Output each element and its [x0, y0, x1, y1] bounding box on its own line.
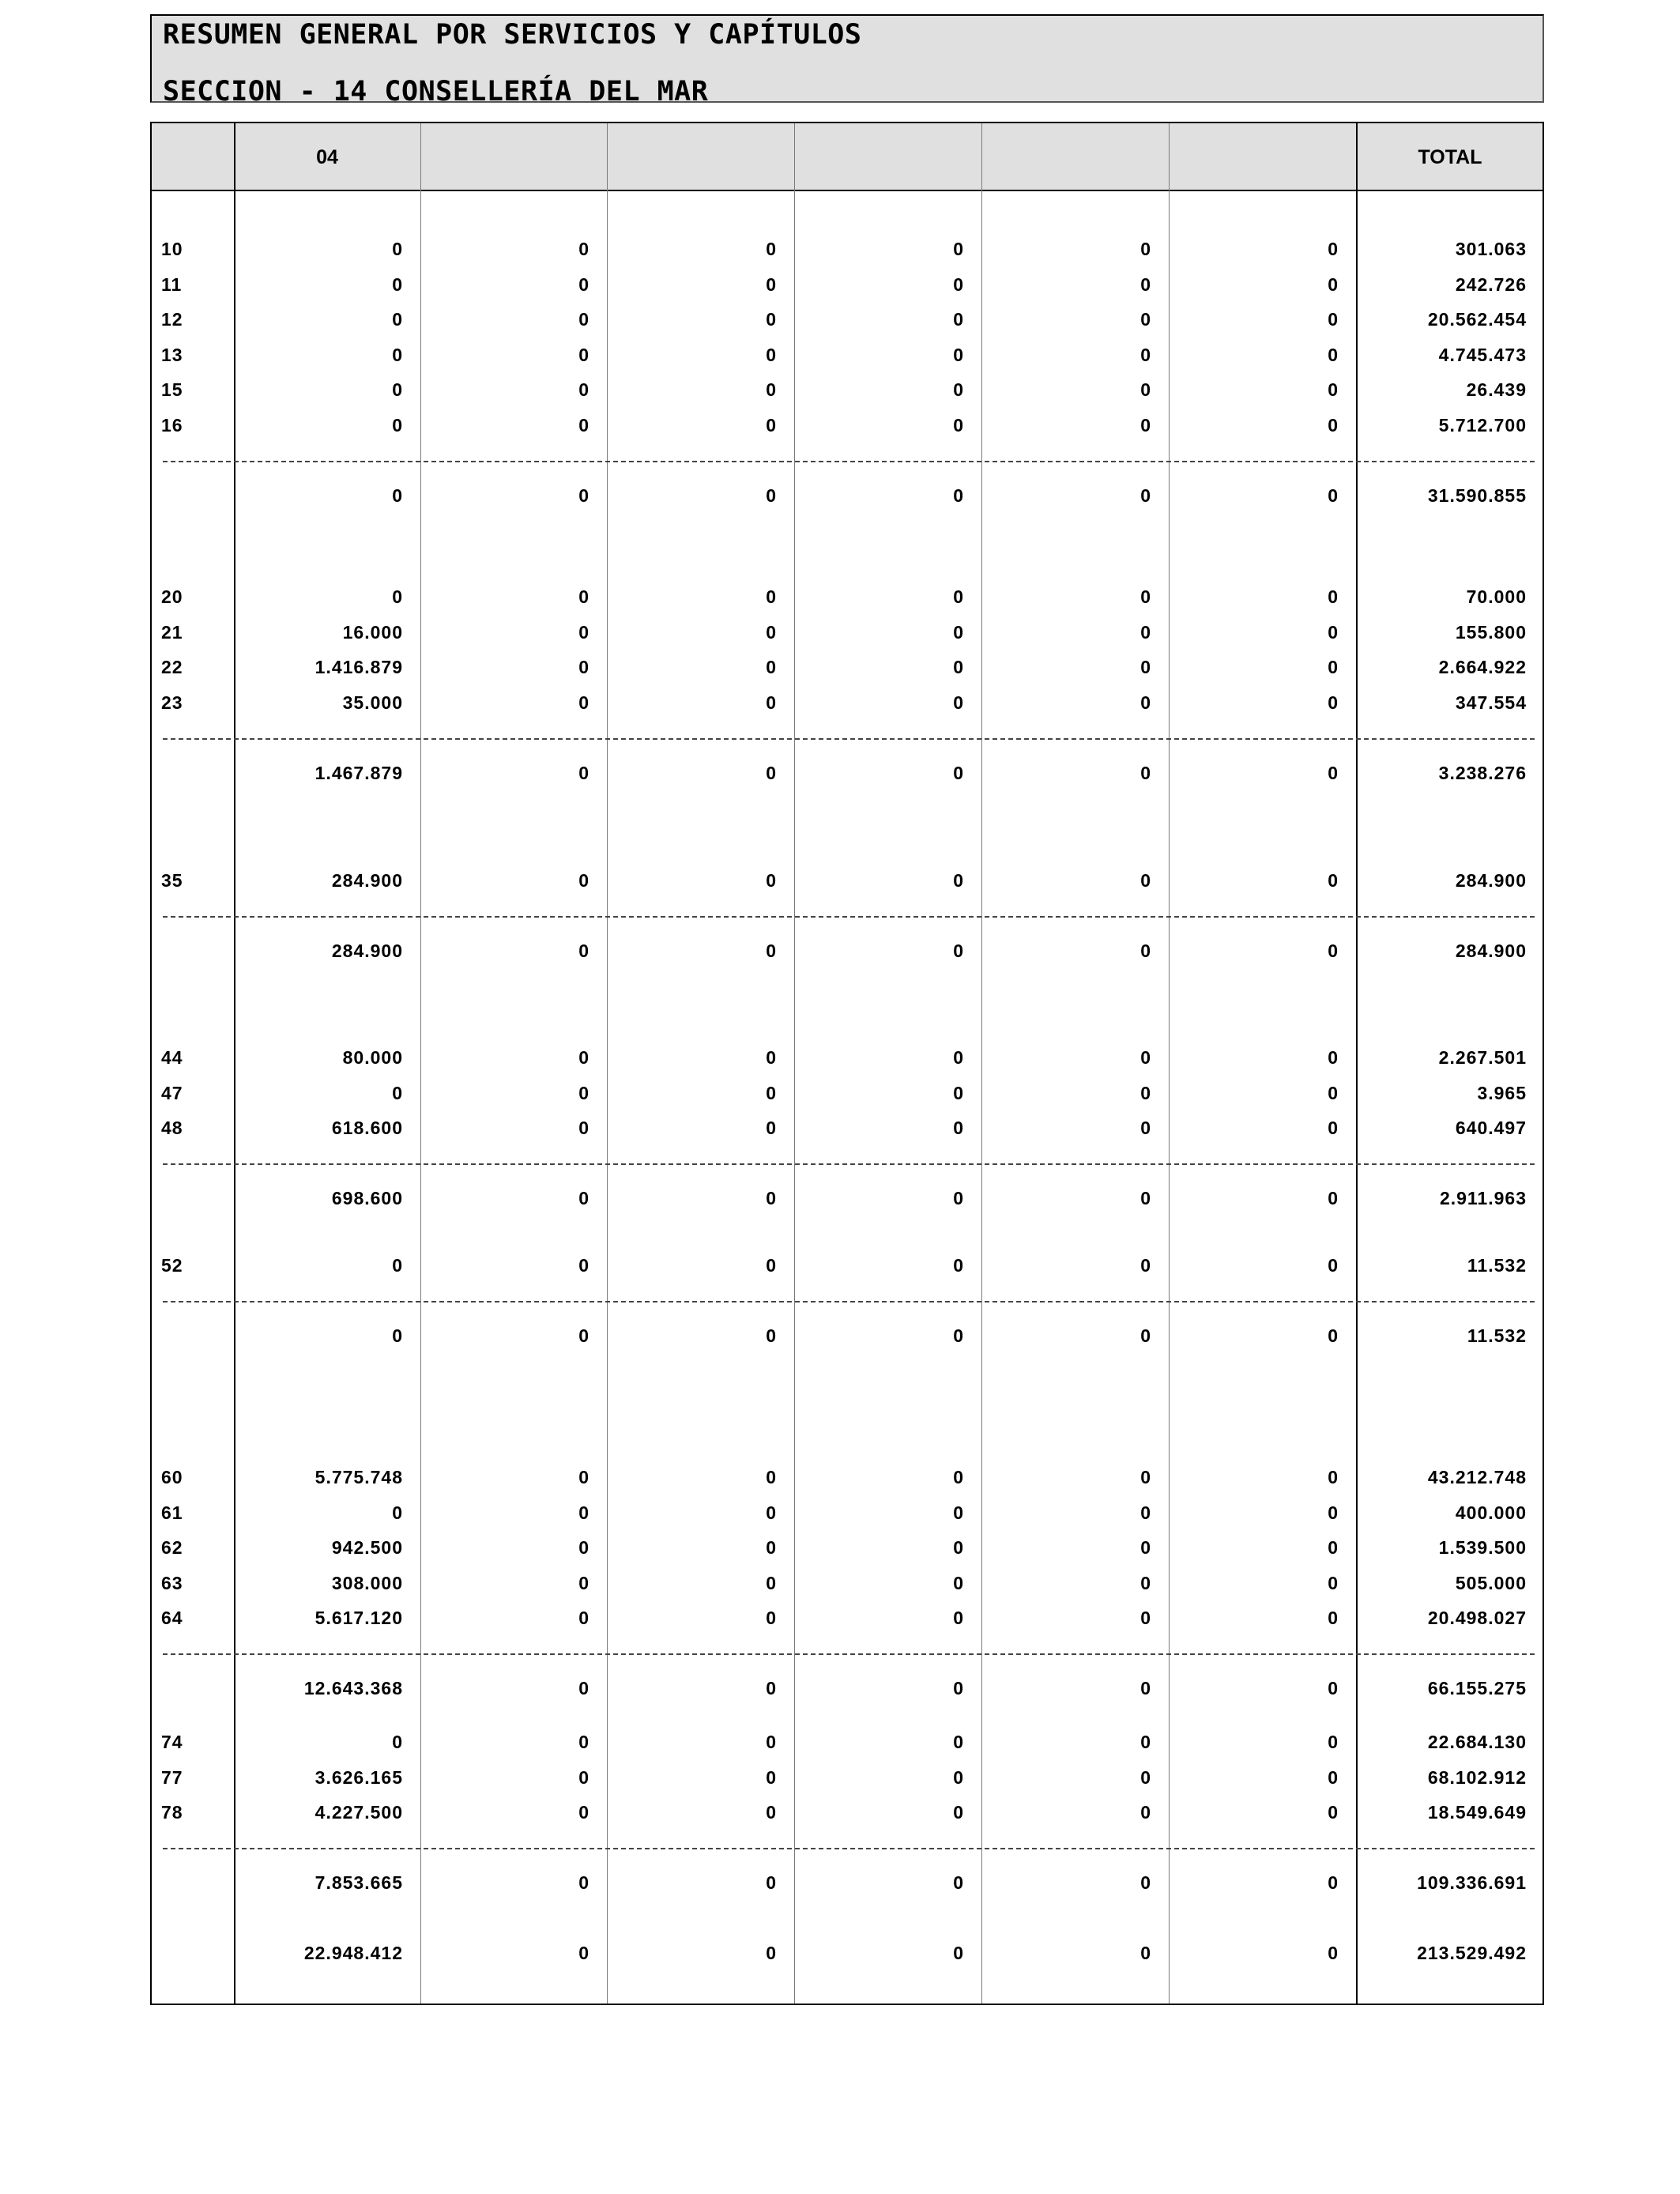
row-value: 0: [766, 239, 777, 259]
row-value: 0: [578, 870, 590, 891]
row-value: 0: [953, 1467, 964, 1487]
row-value: 0: [1140, 239, 1151, 259]
row-value: 0: [1328, 1537, 1339, 1559]
row-value: 0: [1328, 621, 1339, 643]
row-value: 0: [1140, 1467, 1151, 1487]
subtotal-value: 0: [766, 1325, 777, 1346]
grand-total: 213.529.492: [1417, 1943, 1527, 1963]
row-code: 13: [161, 344, 183, 365]
row-value: 0: [953, 1572, 964, 1593]
row-value: 0: [953, 309, 964, 330]
subtotal-value: 12.643.368: [303, 1678, 403, 1699]
row-code: 60: [161, 1467, 183, 1487]
row-code: 35: [161, 870, 183, 891]
subtotal-total: 11.532: [1467, 1325, 1527, 1346]
row-code: 44: [161, 1047, 183, 1068]
grand-total-value: 22.948.412: [303, 1943, 403, 1963]
row-value: 0: [1140, 309, 1151, 330]
subtotal-value: 0: [578, 762, 590, 783]
row-value: 35.000: [342, 692, 403, 713]
budget-table: [150, 122, 1544, 2005]
row-value: 0: [1140, 621, 1151, 643]
row-value: 0: [578, 1572, 590, 1593]
row-value: 0: [953, 239, 964, 259]
row-value: 0: [1140, 692, 1151, 713]
row-value: 0: [953, 1082, 964, 1103]
subtotal-total: 3.238.276: [1438, 762, 1527, 783]
row-code: 20: [161, 586, 183, 607]
row-value: 0: [578, 309, 590, 330]
row-value: 0: [766, 1502, 777, 1523]
row-value: 618.600: [331, 1118, 403, 1139]
row-value: 0: [953, 273, 964, 295]
row-total: 1.539.500: [1438, 1537, 1527, 1559]
row-value: 0: [766, 273, 777, 295]
row-code: 12: [161, 309, 183, 330]
column-header: [1169, 123, 1356, 191]
row-value: 0: [578, 1467, 590, 1487]
row-value: 0: [1140, 1047, 1151, 1068]
subtotal-value: 1.467.879: [315, 762, 403, 783]
row-value: 0: [1328, 309, 1339, 330]
subtotal-value: 0: [1140, 1872, 1151, 1894]
row-value: 0: [1140, 1082, 1151, 1103]
row-value: 0: [1328, 1732, 1339, 1752]
row-value: 80.000: [342, 1047, 403, 1068]
row-value: 0: [766, 379, 777, 401]
row-value: 0: [953, 1766, 964, 1788]
row-value: 0: [578, 379, 590, 401]
subtotal-value: 0: [953, 485, 964, 506]
row-value: 0: [766, 586, 777, 607]
row-value: 0: [1328, 1502, 1339, 1523]
row-value: 0: [766, 870, 777, 891]
row-value: 0: [1140, 1118, 1151, 1139]
row-value: 0: [953, 1502, 964, 1523]
subtotal-separator: [163, 461, 1535, 462]
grand-total-value: 0: [953, 1943, 964, 1963]
row-value: 0: [766, 309, 777, 330]
row-value: 16.000: [342, 621, 403, 643]
row-value: 0: [1328, 1118, 1339, 1139]
row-value: 0: [953, 344, 964, 365]
row-value: 0: [766, 344, 777, 365]
grand-total-value: 0: [578, 1943, 590, 1963]
grand-total-value: 0: [1328, 1943, 1339, 1963]
subtotal-value: 7.853.665: [315, 1872, 403, 1894]
row-value: 0: [1140, 379, 1151, 401]
subtotal-value: 0: [392, 1325, 403, 1346]
row-code: 10: [161, 239, 183, 259]
subtotal-value: 0: [1328, 762, 1339, 783]
subtotal-value: 0: [953, 1325, 964, 1346]
subtotal-value: 0: [953, 1188, 964, 1209]
subtotal-value: 0: [766, 941, 777, 961]
row-value: 0: [766, 1572, 777, 1593]
subtotal-value: 698.600: [331, 1188, 403, 1209]
row-value: 0: [953, 415, 964, 435]
row-value: 0: [953, 1118, 964, 1139]
row-code: 63: [161, 1572, 183, 1593]
row-code: 48: [161, 1118, 183, 1139]
row-value: 0: [578, 344, 590, 365]
row-value: 0: [578, 1255, 590, 1276]
row-code: 78: [161, 1802, 183, 1823]
row-value: 0: [392, 379, 403, 401]
row-value: 0: [578, 1732, 590, 1752]
row-total: 505.000: [1455, 1572, 1527, 1593]
row-value: 0: [392, 1732, 403, 1752]
row-code: 64: [161, 1608, 183, 1629]
row-value: 0: [953, 692, 964, 713]
row-code: 47: [161, 1082, 183, 1103]
subtotal-separator: [163, 738, 1535, 740]
row-value: 0: [578, 692, 590, 713]
subtotal-total: 109.336.691: [1417, 1872, 1527, 1894]
row-total: 2.267.501: [1438, 1047, 1527, 1068]
subtotal-value: 0: [766, 762, 777, 783]
row-code: 22: [161, 657, 183, 678]
row-value: 942.500: [331, 1537, 403, 1559]
row-total: 20.498.027: [1427, 1608, 1527, 1629]
row-total: 70.000: [1466, 586, 1527, 607]
row-value: 0: [766, 1732, 777, 1752]
subtotal-total: 284.900: [1455, 941, 1527, 961]
row-value: 0: [578, 415, 590, 435]
row-total: 284.900: [1455, 870, 1527, 891]
row-value: 0: [1328, 692, 1339, 713]
subtotal-total: 31.590.855: [1427, 485, 1527, 506]
subtotal-value: 0: [1328, 941, 1339, 961]
subtotal-value: 0: [1328, 1325, 1339, 1346]
row-value: 0: [953, 1537, 964, 1559]
row-total: 68.102.912: [1427, 1766, 1527, 1788]
row-total: 18.549.649: [1427, 1802, 1527, 1823]
row-value: 0: [1328, 1608, 1339, 1629]
subtotal-separator: [163, 1653, 1535, 1655]
row-value: 1.416.879: [315, 657, 403, 678]
row-code: 16: [161, 415, 183, 435]
report-title: RESUMEN GENERAL POR SERVICIOS Y CAPÍTULOS: [163, 19, 862, 51]
row-total: 5.712.700: [1438, 415, 1527, 435]
row-value: 0: [578, 1608, 590, 1629]
row-value: 0: [1140, 1802, 1151, 1823]
row-value: 0: [953, 1732, 964, 1752]
row-value: 0: [953, 1255, 964, 1276]
row-value: 0: [1328, 870, 1339, 891]
row-value: 0: [1328, 344, 1339, 365]
row-value: 0: [1328, 379, 1339, 401]
row-value: 0: [1328, 1047, 1339, 1068]
row-value: 0: [578, 1118, 590, 1139]
row-total: 4.745.473: [1438, 344, 1527, 365]
row-total: 22.684.130: [1427, 1732, 1527, 1752]
subtotal-value: 0: [953, 762, 964, 783]
row-value: 0: [953, 1802, 964, 1823]
row-value: 0: [578, 1047, 590, 1068]
row-value: 0: [766, 1255, 777, 1276]
subtotal-value: 0: [1328, 1188, 1339, 1209]
row-value: 0: [578, 1502, 590, 1523]
row-value: 0: [1328, 586, 1339, 607]
row-value: 0: [1328, 1802, 1339, 1823]
row-total: 26.439: [1466, 379, 1527, 401]
row-total: 640.497: [1455, 1118, 1527, 1139]
row-value: 0: [953, 1608, 964, 1629]
row-value: 5.617.120: [315, 1608, 403, 1629]
row-value: 284.900: [331, 870, 403, 891]
row-value: 0: [578, 239, 590, 259]
row-value: 0: [766, 657, 777, 678]
row-value: 0: [392, 415, 403, 435]
row-value: 0: [578, 1802, 590, 1823]
row-value: 0: [953, 379, 964, 401]
row-value: 0: [1328, 239, 1339, 259]
row-code: 77: [161, 1766, 183, 1788]
subtotal-value: 0: [392, 485, 403, 506]
subtotal-separator: [163, 1848, 1535, 1849]
row-value: 0: [1140, 344, 1151, 365]
grand-total-value: 0: [766, 1943, 777, 1963]
row-total: 347.554: [1455, 692, 1527, 713]
row-value: 4.227.500: [315, 1802, 403, 1823]
subtotal-value: 0: [953, 941, 964, 961]
row-value: 0: [392, 1255, 403, 1276]
report-header: [150, 14, 1544, 107]
row-value: 0: [1140, 1572, 1151, 1593]
row-total: 11.532: [1467, 1255, 1527, 1276]
row-value: 0: [766, 1047, 777, 1068]
row-code: 21: [161, 621, 183, 643]
subtotal-value: 0: [1328, 1678, 1339, 1699]
row-value: 0: [766, 1118, 777, 1139]
row-code: 74: [161, 1732, 183, 1752]
row-code: 62: [161, 1537, 183, 1559]
row-value: 0: [578, 657, 590, 678]
row-value: 0: [1328, 273, 1339, 295]
row-value: 0: [1140, 1732, 1151, 1752]
row-value: 0: [1140, 1255, 1151, 1276]
row-total: 155.800: [1455, 621, 1527, 643]
row-value: 0: [578, 586, 590, 607]
subtotal-value: 0: [1140, 1188, 1151, 1209]
row-value: 0: [578, 621, 590, 643]
subtotal-value: 0: [578, 1872, 590, 1894]
row-value: 5.775.748: [315, 1467, 403, 1487]
row-value: 0: [766, 621, 777, 643]
row-value: 0: [1140, 1608, 1151, 1629]
row-value: 0: [1328, 1766, 1339, 1788]
row-value: 0: [578, 273, 590, 295]
row-value: 0: [766, 415, 777, 435]
row-value: 0: [392, 273, 403, 295]
row-value: 0: [953, 621, 964, 643]
column-header: [607, 123, 794, 191]
subtotal-value: 0: [1328, 485, 1339, 506]
row-value: 0: [766, 1766, 777, 1788]
row-value: 0: [1140, 657, 1151, 678]
row-value: 0: [1140, 586, 1151, 607]
subtotal-value: 0: [1140, 485, 1151, 506]
row-value: 0: [392, 239, 403, 259]
column-header: [152, 123, 234, 191]
subtotal-value: 0: [766, 1188, 777, 1209]
row-value: 0: [1140, 1537, 1151, 1559]
row-value: 0: [1328, 415, 1339, 435]
row-value: 0: [953, 1047, 964, 1068]
row-value: 0: [953, 657, 964, 678]
row-code: 23: [161, 692, 183, 713]
row-total: 3.965: [1477, 1082, 1527, 1103]
subtotal-separator: [163, 1163, 1535, 1165]
subtotal-value: 0: [1140, 1325, 1151, 1346]
row-total: 400.000: [1455, 1502, 1527, 1523]
row-value: 0: [1140, 1766, 1151, 1788]
row-value: 3.626.165: [315, 1766, 403, 1788]
row-code: 52: [161, 1255, 183, 1276]
subtotal-value: 0: [953, 1678, 964, 1699]
row-value: 0: [392, 309, 403, 330]
row-value: 0: [578, 1537, 590, 1559]
row-value: 0: [578, 1082, 590, 1103]
column-header: 04: [316, 146, 338, 168]
subtotal-value: 0: [1140, 1678, 1151, 1699]
row-value: 0: [766, 1082, 777, 1103]
row-value: 0: [1140, 870, 1151, 891]
column-header: [420, 123, 607, 191]
subtotal-value: 0: [1140, 941, 1151, 961]
row-value: 0: [1328, 1255, 1339, 1276]
row-value: 0: [1140, 1502, 1151, 1523]
row-value: 0: [766, 1608, 777, 1629]
row-code: 15: [161, 379, 183, 401]
subtotal-separator: [163, 1301, 1535, 1302]
subtotal-value: 0: [766, 1872, 777, 1894]
row-total: 20.562.454: [1427, 309, 1527, 330]
row-value: 0: [1328, 1572, 1339, 1593]
row-value: 0: [392, 586, 403, 607]
column-header: [981, 123, 1169, 191]
row-value: 0: [1328, 657, 1339, 678]
subtotal-value: 0: [953, 1872, 964, 1894]
row-code: 61: [161, 1502, 183, 1523]
column-header: [794, 123, 981, 191]
row-value: 0: [766, 692, 777, 713]
subtotal-value: 0: [578, 941, 590, 961]
row-value: 0: [1328, 1082, 1339, 1103]
subtotal-value: 0: [578, 1325, 590, 1346]
row-value: 0: [578, 1766, 590, 1788]
subtotal-total: 66.155.275: [1427, 1678, 1527, 1699]
row-total: 301.063: [1455, 239, 1527, 259]
row-value: 0: [766, 1802, 777, 1823]
row-value: 0: [392, 1502, 403, 1523]
row-value: 0: [766, 1537, 777, 1559]
subtotal-value: 0: [578, 485, 590, 506]
report-section: SECCION - 14 CONSELLERÍA DEL MAR: [163, 76, 709, 107]
subtotal-value: 0: [578, 1678, 590, 1699]
row-value: 308.000: [331, 1572, 403, 1593]
row-value: 0: [1328, 1467, 1339, 1487]
row-total: 242.726: [1455, 273, 1527, 295]
column-header: TOTAL: [1418, 146, 1482, 168]
subtotal-value: 0: [766, 485, 777, 506]
subtotal-total: 2.911.963: [1439, 1188, 1527, 1209]
row-value: 0: [953, 870, 964, 891]
row-value: 0: [1140, 415, 1151, 435]
subtotal-separator: [163, 916, 1535, 918]
row-value: 0: [392, 344, 403, 365]
subtotal-value: 0: [578, 1188, 590, 1209]
row-code: 11: [161, 273, 183, 295]
row-value: 0: [1140, 273, 1151, 295]
row-value: 0: [953, 586, 964, 607]
row-total: 2.664.922: [1438, 657, 1527, 678]
subtotal-value: 0: [1328, 1872, 1339, 1894]
row-total: 43.212.748: [1427, 1467, 1527, 1487]
row-value: 0: [766, 1467, 777, 1487]
subtotal-value: 0: [766, 1678, 777, 1699]
subtotal-value: 284.900: [331, 941, 403, 961]
subtotal-value: 0: [1140, 762, 1151, 783]
row-value: 0: [392, 1082, 403, 1103]
grand-total-value: 0: [1140, 1943, 1151, 1963]
